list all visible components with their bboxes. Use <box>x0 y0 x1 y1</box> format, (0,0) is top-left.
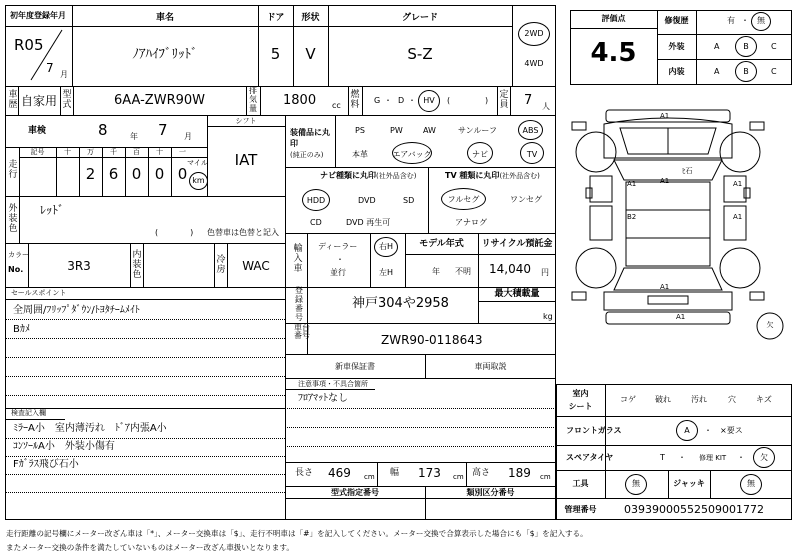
spare-tire-label: スペアタイヤ <box>566 453 614 462</box>
fuel-d: D <box>398 96 405 105</box>
chassis-no-value: ZWR90-0118643 <box>381 333 483 347</box>
spare-tire-dot: ・ <box>737 453 745 462</box>
shift-value: IAT <box>234 151 258 169</box>
jack-label: ジャッキ <box>673 479 705 488</box>
repair-yes: 有 <box>727 16 735 25</box>
mileage-digit: 0 <box>177 165 188 183</box>
caution-value: ﾌﾛｱﾏｯﾄなし <box>298 393 348 404</box>
color-no-label-bottom: No. <box>8 265 24 274</box>
width-value: 173 <box>418 466 441 480</box>
seat-yogore: 汚れ <box>691 395 707 404</box>
mileage-digit: 2 <box>85 165 96 183</box>
exterior-color-label: 外 装 色 <box>8 204 18 234</box>
tv-oneseg: ワンセグ <box>510 195 542 204</box>
exterior-color-note: 色替車は色替と記入 <box>207 228 279 237</box>
diag-a1-sill: A1 <box>660 283 670 291</box>
inspection-year-unit: 年 <box>130 132 138 141</box>
score-value: 4.5 <box>590 38 637 68</box>
seat-koge: コゲ <box>620 395 636 404</box>
mileage-label: 走 行 <box>8 160 18 180</box>
usage-value: 自家用 <box>20 94 57 108</box>
mileage-unit: 千 <box>110 148 117 156</box>
equip-navi: ナビ <box>472 150 488 159</box>
max-load-unit: kg <box>543 312 553 321</box>
diag-hi-ishi: ﾋ石 <box>682 167 693 175</box>
spare-tire-dot: ・ <box>678 453 686 462</box>
front-glass-x: ×要ス <box>720 426 743 435</box>
exterior-a: A <box>714 42 720 51</box>
inspection-label: 車検 <box>28 126 47 136</box>
diag-a1-left: A1 <box>627 180 637 188</box>
length-value: 469 <box>328 466 351 480</box>
navi-cd: CD <box>310 218 322 227</box>
warranty-manual: 車両取説 <box>474 362 507 371</box>
height-value: 189 <box>508 466 531 480</box>
chassis-no-label: 車台 番号 <box>294 323 310 340</box>
model-value: 6AA-ZWR90W <box>113 93 205 108</box>
inspection-month-unit: 月 <box>184 132 192 141</box>
registration-no-value: 神戸304や2958 <box>352 296 449 311</box>
inspection-note-line: Fｶﾞﾗｽ飛び石小 <box>13 459 79 470</box>
spare-tire-t: T <box>660 453 665 462</box>
exterior-color-paren: ( ) <box>155 228 194 237</box>
seat-yabure: 破れ <box>655 395 671 404</box>
sales-point-line: Bｶﾒ <box>13 324 30 335</box>
import-dot: ・ <box>336 255 344 264</box>
recycle-unit: 円 <box>541 268 549 277</box>
mileage-unit: 一 <box>179 148 186 156</box>
diag-a1-top: A1 <box>660 112 670 120</box>
usage-label: 車 歴 <box>8 90 18 110</box>
type-designation-label: 型式指定番号 <box>331 488 379 497</box>
width-unit: cm <box>453 473 464 481</box>
length-label: 長さ <box>295 468 314 478</box>
door-label: ドア <box>266 13 285 23</box>
navi-hdd: HDD <box>306 196 326 205</box>
first-reg-month-unit: 月 <box>60 70 68 79</box>
equip-tv: TV <box>526 150 538 159</box>
equip-airbag: エアバッグ <box>392 150 432 159</box>
fuel-label: 燃 料 <box>350 90 360 110</box>
recycle-value: 14,040 <box>489 262 531 276</box>
displacement-label: 排 気 量 <box>249 86 257 113</box>
score-label: 評価点 <box>601 14 626 23</box>
car-name-value: ﾉｱﾊｲﾌﾞﾘｯﾄﾞ <box>132 47 198 62</box>
interior-a: A <box>714 67 720 76</box>
max-load-label: 最大積載量 <box>494 289 540 299</box>
spare-tire-repair-kit: 修理 KIT <box>699 454 727 462</box>
mileage-km: km <box>192 176 205 185</box>
capacity-label: 定 員 <box>499 90 509 110</box>
mileage-unit: 万 <box>87 148 94 156</box>
color-no-value: 3R3 <box>67 259 91 273</box>
equipment-sub: (純正のみ) <box>290 151 324 159</box>
shape-value: V <box>305 45 316 63</box>
mileage-unit: 十 <box>156 148 163 156</box>
repair-dot: ・ <box>741 16 749 25</box>
tv-analog: アナログ <box>455 218 487 227</box>
ac-value: WAC <box>242 259 270 273</box>
repair-history-label: 修復歴 <box>664 16 689 25</box>
exterior-c: C <box>771 42 777 51</box>
mileage-digit: 0 <box>154 165 165 183</box>
equip-aw: AW <box>423 126 436 135</box>
import-parallel: 並行 <box>330 268 346 277</box>
fuel-dot: ・ <box>384 96 392 105</box>
door-value: 5 <box>270 45 281 63</box>
car-name-label: 車名 <box>155 13 174 23</box>
fuel-paren-close: ) <box>485 96 489 105</box>
navi-sd: SD <box>403 196 415 205</box>
jack-value: 無 <box>747 479 755 488</box>
capacity-value: 7 <box>524 93 533 108</box>
front-glass-a: A <box>684 426 690 435</box>
height-label: 高さ <box>472 468 491 478</box>
repair-no: 無 <box>757 16 765 25</box>
inspection-notes-label: 検査記入欄 <box>11 409 46 417</box>
interior-c: C <box>771 67 777 76</box>
mileage-unit: 十 <box>64 148 71 156</box>
diag-b2: B2 <box>627 213 637 221</box>
registration-no-label: 登 録 番 号 <box>295 286 303 322</box>
mileage-digit: 6 <box>108 165 119 183</box>
model-label: 型 式 <box>62 90 72 110</box>
inspection-note-line: ﾐﾗｰA小 室内薄汚れ ﾄﾞｱ内張A小 <box>13 423 167 434</box>
sales-point-line: 全周囲/ﾌﾘｯﾌﾟﾀﾞｳﾝ/ﾄﾖﾀﾁｰﾑﾒｲﾄ <box>13 305 140 316</box>
first-reg-month: 7 <box>46 61 54 75</box>
mileage-mile: マイル <box>187 159 208 167</box>
fuel-dot: ・ <box>408 96 416 105</box>
mileage-symbol-label: 記号 <box>30 148 45 156</box>
import-label: 輸 入 車 <box>293 244 303 274</box>
drive-4wd: 4WD <box>524 59 544 68</box>
displacement-value: 1800 <box>283 93 317 108</box>
first-reg-label: 初年度登録年月 <box>10 11 66 20</box>
sales-point-label: セールスポイント <box>11 289 67 297</box>
navi-dvd-play: DVD 再生可 <box>346 218 391 227</box>
seat-label-bottom: シート <box>568 402 593 411</box>
diag-a1-bottom: A1 <box>676 313 686 321</box>
category-label: 類別区分番号 <box>466 488 515 497</box>
import-left-h: 左H <box>378 268 393 277</box>
mileage-digit: 0 <box>131 165 142 183</box>
model-year-unknown: 不明 <box>455 267 471 276</box>
inspection-year: 8 <box>98 121 108 139</box>
warranty-new-car: 新車保証書 <box>335 362 375 371</box>
exterior-color-value: ﾚｯﾄﾞ <box>40 203 65 217</box>
length-unit: cm <box>364 473 375 481</box>
fuel-hv: HV <box>423 96 435 105</box>
equipment-label: 装備品に丸印 <box>290 128 330 148</box>
equip-pw: PW <box>390 126 403 135</box>
model-year-unit: 年 <box>432 267 440 276</box>
seat-ana: 穴 <box>728 395 736 404</box>
recycle-label: リサイクル預託金 <box>481 239 553 249</box>
caution-label: 注意事項・不具合箇所 <box>298 380 368 388</box>
import-dealer: ディーラー <box>318 242 358 251</box>
front-glass-label: フロントガラス <box>566 426 622 435</box>
interior-label: 内装 <box>668 67 685 76</box>
height-unit: cm <box>540 473 551 481</box>
capacity-unit: 人 <box>542 102 550 111</box>
equip-ps: PS <box>355 126 365 135</box>
interior-color-label: 内 装 色 <box>132 250 142 280</box>
diag-a1-rear: A1 <box>733 213 743 221</box>
tools-label: 工具 <box>572 479 589 488</box>
diag-ketsu: 欠 <box>766 321 774 329</box>
equip-abs: ABS <box>522 126 539 135</box>
seat-label-top: 室内 <box>572 389 589 398</box>
navi-dvd: DVD <box>358 196 376 205</box>
mgmt-no-label: 管理番号 <box>564 505 597 514</box>
shape-label: 形状 <box>301 13 320 23</box>
footer-note: 走行距離の記号欄にメーター改ざん車は「*」、メーター交換車は「$」、走行不明車は「#」を記入してください。メーター交換で合算表示した場合にも「$」を記入する。 <box>6 529 588 538</box>
import-right-h: 右H <box>378 242 393 251</box>
tv-type-label: TV 種類に丸印(社外品含む) <box>445 171 540 180</box>
diag-a1-right: A1 <box>733 180 743 188</box>
equip-sunroof: サンルーフ <box>458 126 497 135</box>
first-reg-era-year: R05 <box>14 36 44 54</box>
navi-type-label: ナビ種類に丸印(社外品含む) <box>320 171 417 180</box>
fuel-paren-open: ( <box>447 96 451 105</box>
exterior-label: 外装 <box>668 42 685 51</box>
equip-leather: 本革 <box>352 150 368 159</box>
front-glass-dot: ・ <box>704 426 712 435</box>
exterior-b: B <box>743 42 749 51</box>
mileage-unit: 百 <box>133 148 140 156</box>
tv-fullseg: フルセグ <box>447 195 480 204</box>
spare-tire-none: 欠 <box>760 453 768 462</box>
fuel-g: G <box>374 96 381 105</box>
ac-label: 冷 房 <box>216 255 226 275</box>
grade-label: グレード <box>401 13 438 23</box>
inspection-month: 7 <box>158 121 168 139</box>
interior-b: B <box>743 67 749 76</box>
grade-value: S-Z <box>407 45 433 63</box>
shift-label: シフト <box>235 117 257 125</box>
width-label: 幅 <box>390 468 400 478</box>
color-no-label-top: カラー <box>8 251 29 259</box>
tools-value: 無 <box>632 479 640 488</box>
diag-a1-roof: A1 <box>660 177 670 185</box>
displacement-unit: cc <box>332 101 341 110</box>
mgmt-no-value: 03939000552509001772 <box>624 503 764 516</box>
seat-kizu: キズ <box>756 395 772 404</box>
model-year-label: モデル年式 <box>419 239 464 249</box>
drive-2wd: 2WD <box>524 29 544 38</box>
footer-note: またメーター交換の条件を満たしていないものはメーター改ざん車扱いとなります。 <box>6 543 294 552</box>
inspection-note-line: ｺﾝｿｰﾙA小 外装小傷有 <box>13 441 115 452</box>
